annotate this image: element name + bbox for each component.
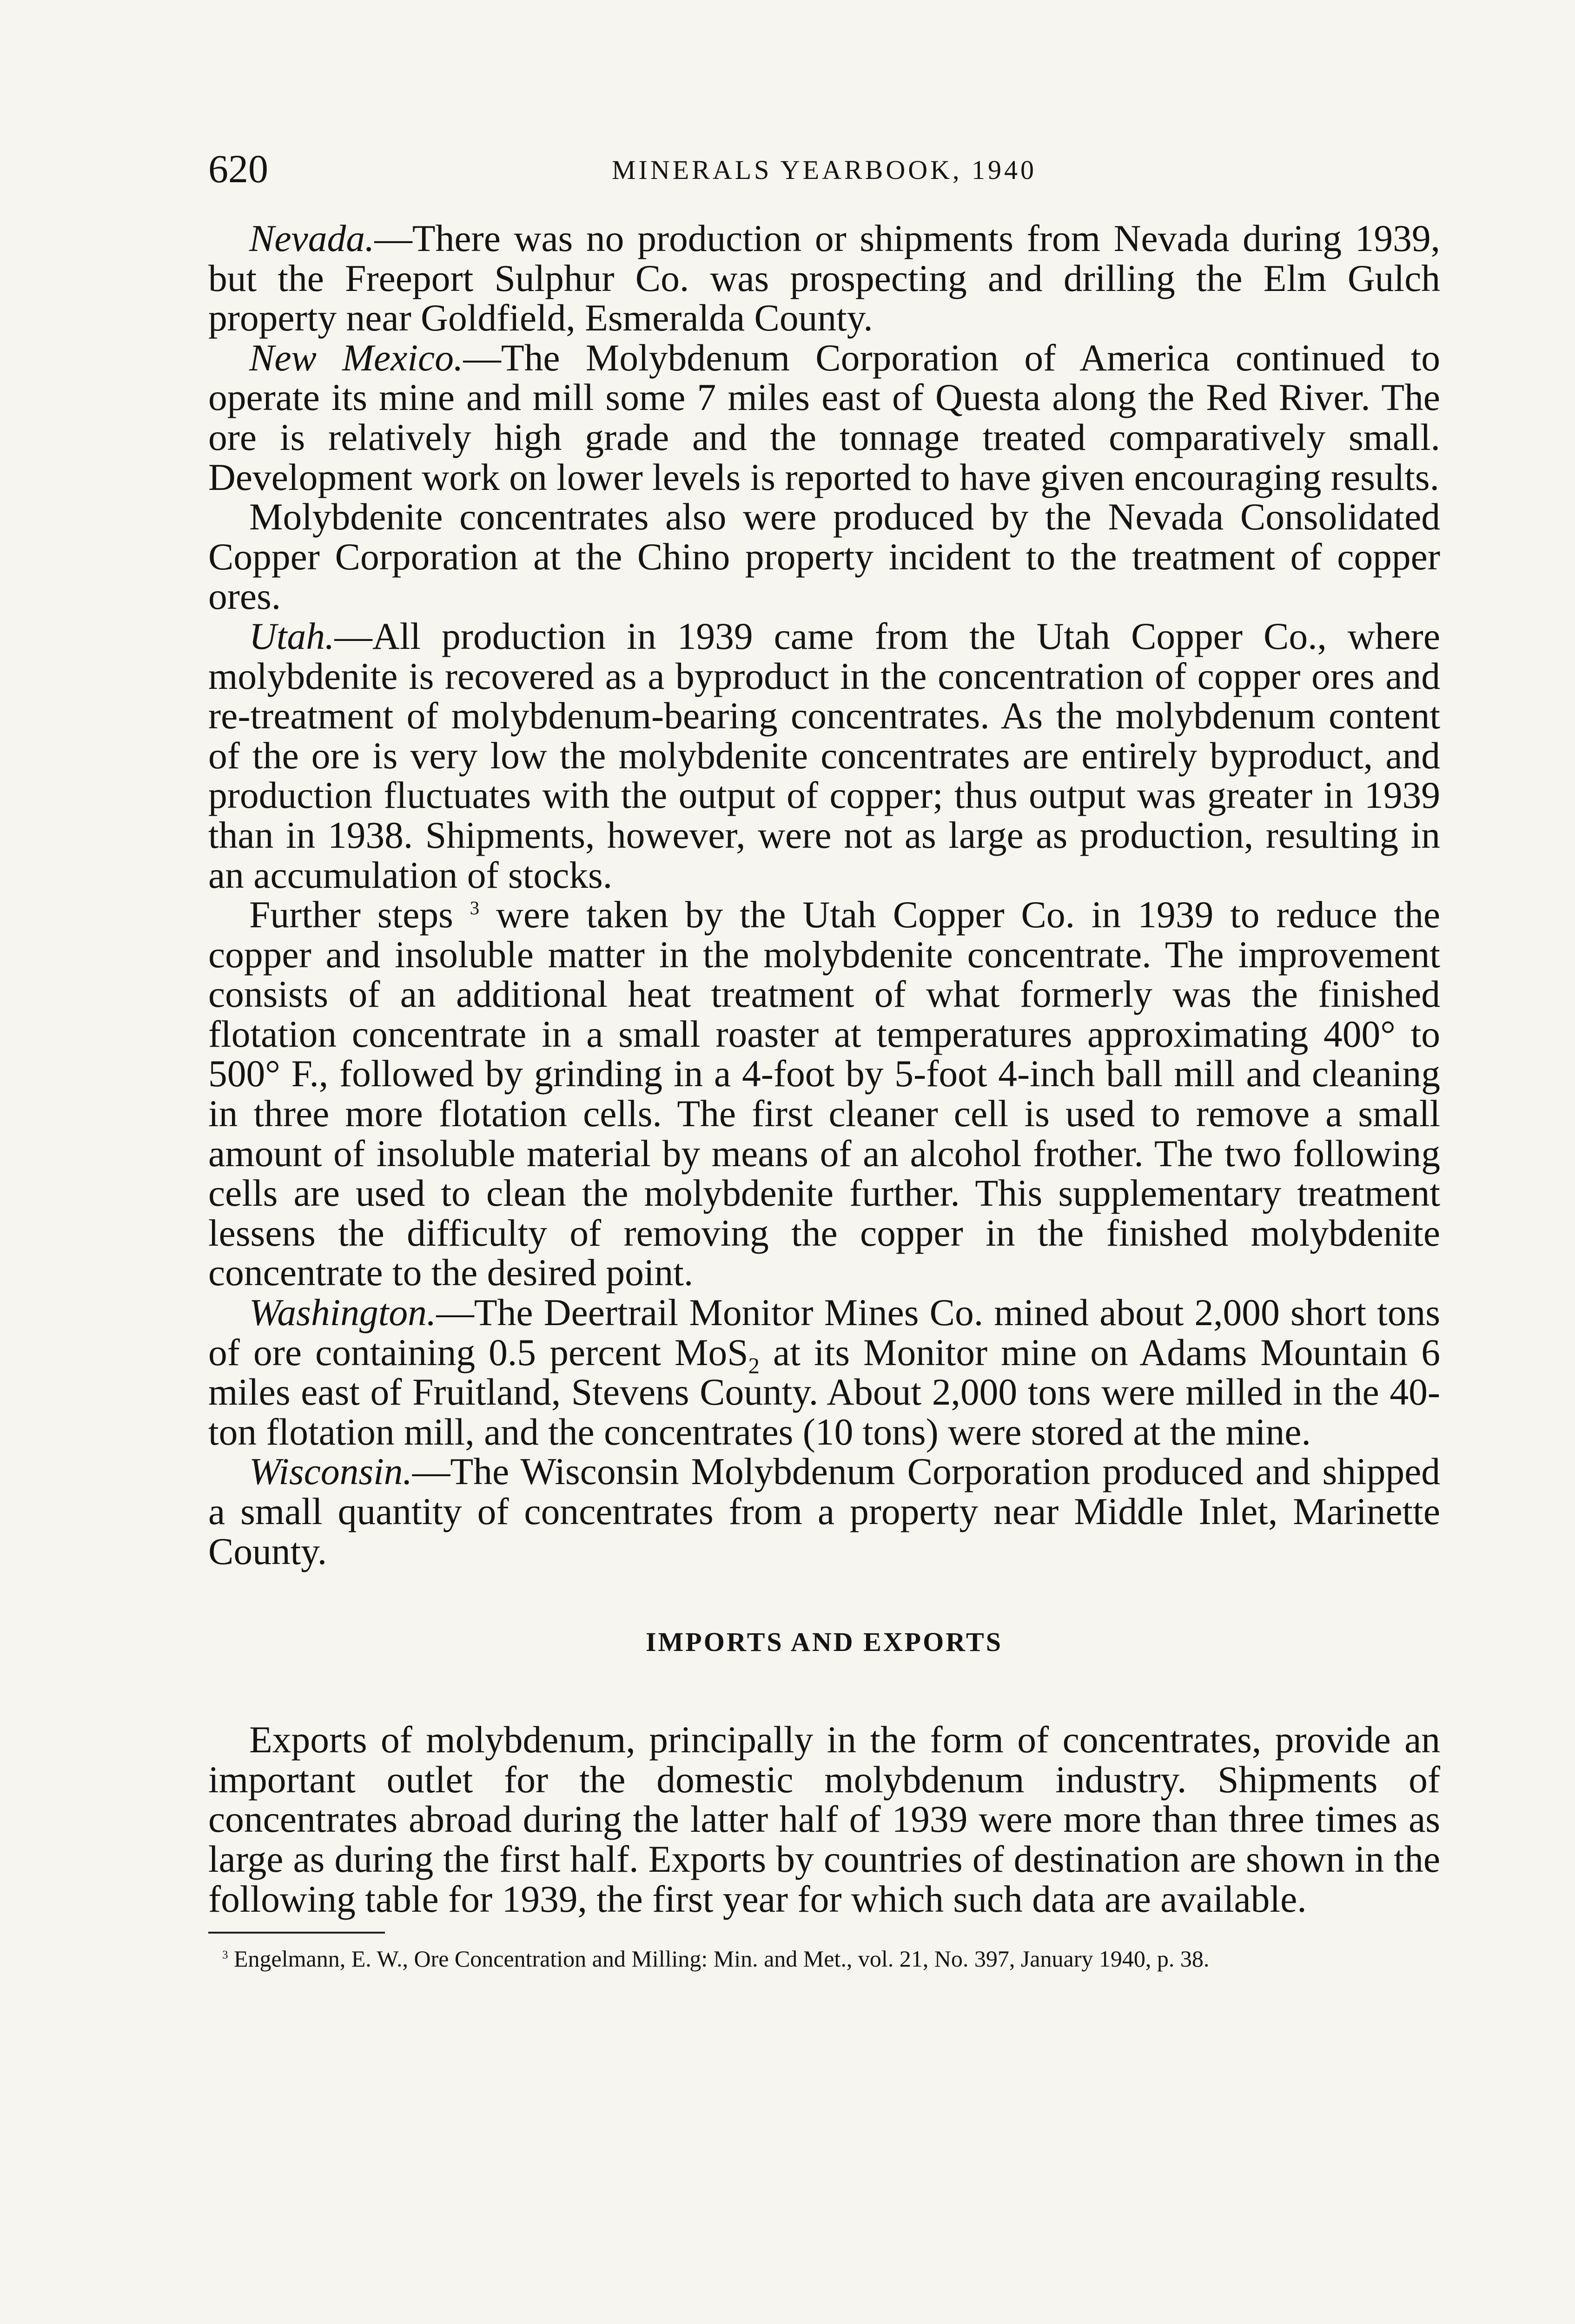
page-number: 620: [208, 146, 268, 191]
running-title: MINERALS YEARBOOK, 1940: [611, 155, 1037, 185]
paragraph-wisconsin-text: —The Wisconsin Molybdenum Corporation produced and shipped a small quantity of concentrates from a property near Middle Inlet, Marinette County.: [208, 1450, 1440, 1572]
paragraph-chino-text: Molybdenite concentrates also were produced by the Nevada Consolidated Copper Corporation at the Chino property incident to the treatment of copper ores.: [208, 495, 1440, 618]
paragraph-utah: [208, 616, 1440, 895]
paragraph-further-steps-text: were taken by the Utah Copper Co. in 1939 to reduce the copper and insoluble matter in the molybdenite concentrate. The improvement consists of an additional heat treatment of what formerly was the finished flotation concentrate in a small roaster at temperatures approximating 400° to 500° F., followed by grinding in a 4-foot by 5-foot 4-inch ball mill and cleaning in three more flotation cells. The first cleaner cell is used to remove a small amount of insoluble material by means of an alcohol frother. The two following cells are used to clean the molybdenite further. This supplementary treatment lessens the difficulty of removing the copper in the finished molybdenite concentrate to the desired point.: [208, 893, 1440, 1294]
state-heading-washington: Washington.: [249, 1291, 437, 1334]
paragraph-washington-text-before: —The Deertrail Monitor Mines Co. mined about 2,000 short tons of ore containing 0.5 percent MoS: [208, 1291, 1440, 1373]
chemical-subscript: 2: [748, 1352, 760, 1378]
paragraph-further-steps: [208, 895, 1440, 1293]
page-header: [208, 148, 1440, 190]
paragraph-new-mexico: [208, 338, 1440, 497]
paragraph-chino: [208, 497, 1440, 616]
paragraph-exports: [208, 1720, 1440, 1919]
state-heading-utah: Utah.: [249, 614, 335, 657]
state-heading-new-mexico: New Mexico.: [249, 336, 463, 379]
paragraph-exports-text: Exports of molybdenum, principally in the form of concentrates, provide an important outlet for the domestic molybdenum industry. Shipments of concentrates abroad during the latter half of 1939 were more than three times as large as during the first half. Exports by countries of destination are shown in the following table for 1939, the first year for which such data are available.: [208, 1718, 1440, 1920]
footnote-divider: [208, 1932, 385, 1934]
footnote-reference[interactable]: 3: [470, 897, 480, 918]
body-text: [208, 218, 1440, 1973]
paragraph-further-steps-lead: Further steps: [249, 893, 453, 936]
state-heading-nevada: Nevada.: [249, 217, 375, 259]
paragraph-new-mexico-text: —The Molybdenum Corporation of America continued to operate its mine and mill some 7 miles east of Questa along the Red River. The ore is relatively high grade and the tonnage treated comparatively small. Development work on lower levels is reported to have given encouraging results.: [208, 336, 1440, 498]
paragraph-utah-text: —All production in 1939 came from the Utah Copper Co., where molybdenite is recovered as a byproduct in the concentration of copper ores and re-treatment of molybdenum-bearing concentrates. As the molybdenum content of the ore is very low the molybdenite concentrates are entirely byproduct, and production fluctuates with the output of copper; thus output was greater in 1939 than in 1938. Shipments, however, were not as large as production, resulting in an accumulation of stocks.: [208, 614, 1440, 896]
state-heading-wisconsin: Wisconsin.: [249, 1450, 412, 1493]
paragraph-washington-text-after: at its Monitor mine on Adams Mountain 6 miles east of Fruitland, Stevens County. About 2,000 tons were milled in the 40-ton flotation mill, and the concentrates (10 tons) were stored at the mine.: [208, 1331, 1440, 1453]
paragraph-nevada-text: —There was no production or shipments from Nevada during 1939, but the Freeport Sulphur Co. was prospecting and drilling the Elm Gulch property near Goldfield, Esmeralda County.: [208, 217, 1440, 339]
paragraph-washington: [208, 1293, 1440, 1452]
footnote-marker: 3: [222, 1948, 228, 1961]
paragraph-wisconsin: [208, 1452, 1440, 1571]
paragraph-nevada: [208, 218, 1440, 338]
footnote-text: Engelmann, E. W., Ore Concentration and Milling: Min. and Met., vol. 21, No. 397, January 1940, p. 38.: [228, 1946, 1210, 1972]
section-heading-imports-exports: IMPORTS AND EXPORTS: [645, 1627, 1003, 1657]
footnote: [208, 1945, 1440, 1973]
